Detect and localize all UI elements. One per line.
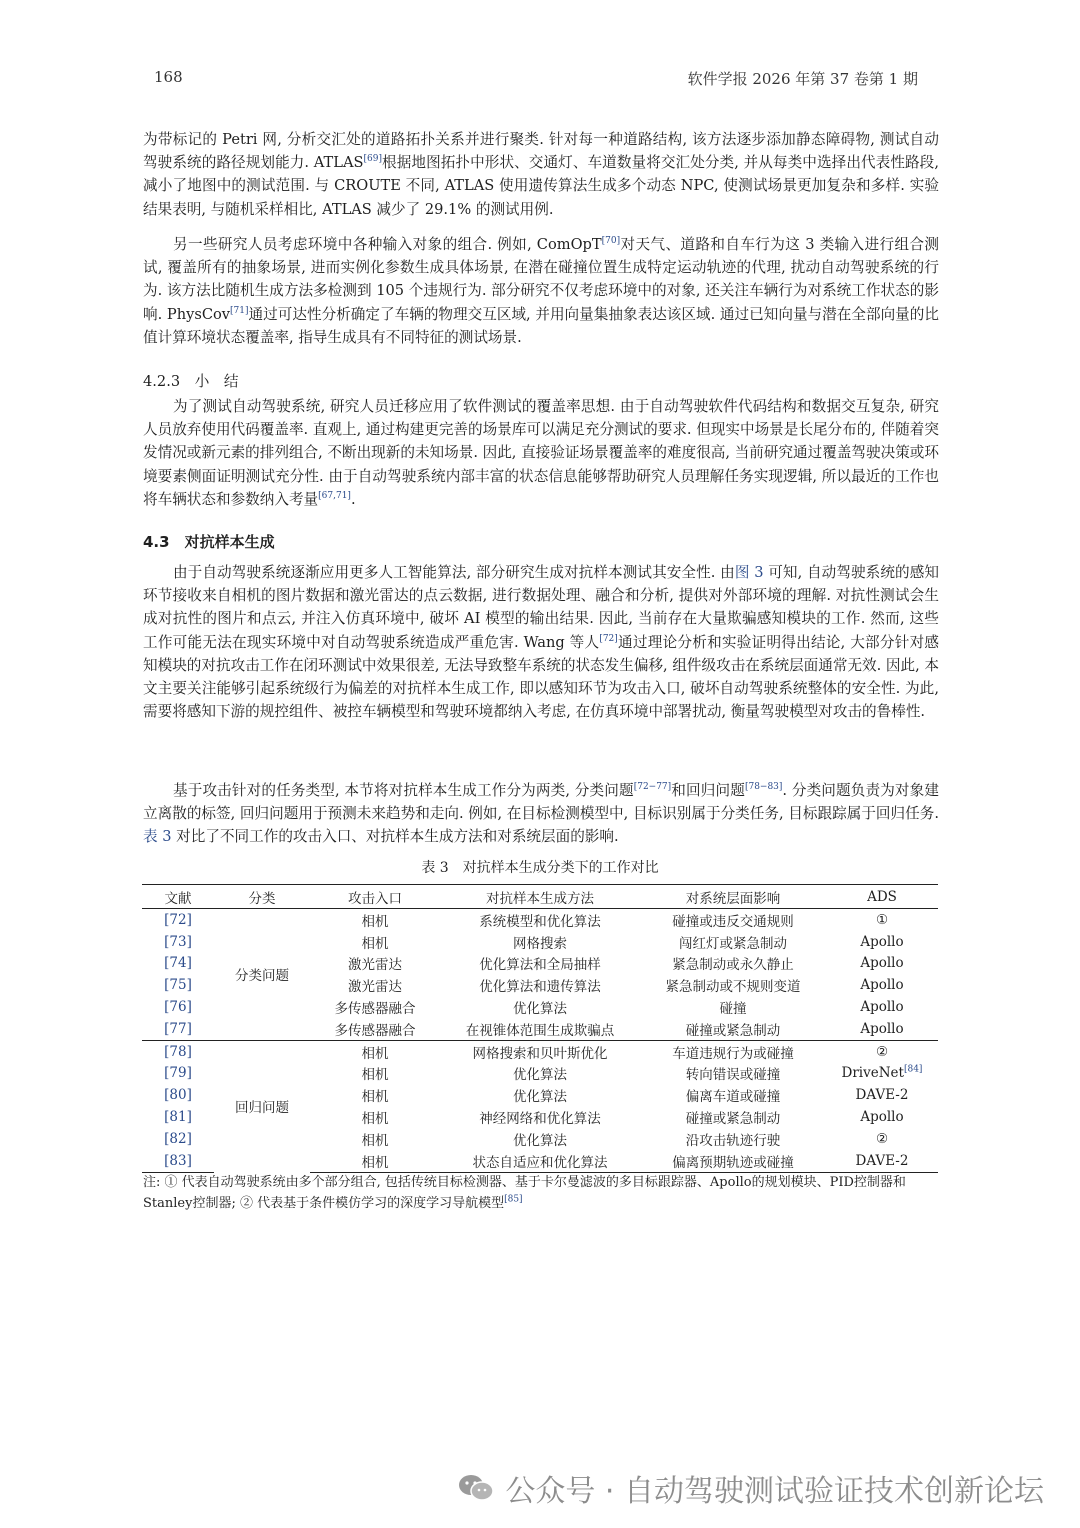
ads-value: Apollo — [860, 933, 904, 950]
method-cell: 优化算法 — [513, 1132, 567, 1149]
impact-cell: 沿攻击轨迹行驶 — [685, 1132, 781, 1149]
entry-cell: 相机 — [361, 1111, 389, 1128]
entry-cell: 相机 — [361, 1132, 389, 1149]
entry-cell: 相机 — [310, 1150, 440, 1172]
impact-cell: 偏离预期轨迹或碰撞 — [640, 1150, 826, 1172]
entry-cell: 相机 — [361, 935, 389, 952]
paragraph-1 — [143, 128, 939, 221]
entry-cell: 多传感器融合 — [334, 1022, 416, 1039]
category-cell: 回归问题 — [214, 1040, 310, 1172]
paragraph-4 — [143, 561, 939, 723]
page-header — [150, 68, 918, 90]
ads-value: Apollo — [860, 1109, 904, 1126]
method-cell: 状态自适应和优化算法 — [440, 1150, 640, 1172]
ads-cell — [826, 1018, 938, 1040]
ads-cell — [826, 1128, 938, 1150]
paragraph-3 — [143, 395, 939, 511]
text: 通过理论分析和实验证明得出结论, 大部分针对感知模块的对抗攻击工作在闭环测试中效果很差, 无法导致整车系统的状态发生偏移, 组件级攻击在系统层面通常无效. 因此, 本文主要关注能够引起系统级行为偏差的对抗样本生成工作, 即以感知环节为攻击入口, 破坏自动驾驶系统整体的安全性. 为此, 需要将感知下游的规控组件、被控车辆模型和驾驶环境都纳入考虑, 在仿真环境中部署扰动, 衡量驾驶模型对攻击的鲁棒性. — [143, 633, 939, 721]
citation[interactable]: [85] — [504, 1194, 523, 1205]
method-cell: 优化算法 — [513, 1067, 567, 1084]
impact-cell: 闯红灯或紧急制动 — [679, 935, 787, 952]
ads-cell — [826, 974, 938, 996]
table-note — [143, 1172, 939, 1214]
text: . — [350, 490, 356, 508]
impact-cell: 偏离车道或碰撞 — [685, 1089, 781, 1106]
impact-cell: 碰撞或紧急制动 — [685, 1022, 781, 1039]
ads-cell — [826, 931, 938, 953]
entry-cell: 相机 — [361, 1067, 389, 1084]
ads-value: Apollo — [860, 999, 904, 1016]
text: 基于攻击针对的任务类型, 本节将对抗样本生成工作分为两类, 分类问题 — [173, 782, 634, 799]
ref-cell[interactable]: [77] — [164, 1020, 192, 1037]
ads-cell — [826, 1084, 938, 1106]
table-caption: 表 3 对抗样本生成分类下的工作对比 — [421, 860, 659, 876]
ads-value: Apollo — [860, 955, 904, 972]
journal-title: 软件学报 2026 年第 37 卷第 1 期 — [687, 70, 918, 88]
ads-cell — [826, 953, 938, 975]
ads-cell — [826, 909, 938, 931]
entry-cell: 激光雷达 — [348, 957, 402, 974]
page-number: 168 — [154, 68, 183, 86]
ads-value: DAVE-2 — [855, 1087, 909, 1104]
comparison-table — [142, 884, 938, 1173]
table-header-row — [142, 885, 938, 909]
header-cell: 文献 — [142, 885, 214, 909]
figure-link[interactable]: 图 3 — [734, 564, 764, 581]
method-cell: 优化算法 — [513, 1001, 567, 1018]
text: 根据地图拓扑中形状、交通灯、车道数量将交汇处分类, 并从每类中选择出代表性路段, 减小了地图中的测试范围. 与 CROUTE 不同, ATLAS 使用遗传算法生成多个动态 NPC, 使测试场景更加复杂和多样. 实验结果表明, 与随机采样相比, ATLAS 减少了 29.1% 的测试用例. — [143, 154, 940, 218]
text: 对比了不同工作的攻击入口、对抗样本生成方法和对系统层面的影响. — [171, 828, 619, 846]
text: 可知, 自动驾驶系统的感知环节接收来自相机的图片数据和激光雷达的点云数据, 进行数据处理、融合和分析, 提供对外部环境的理解. 对抗性测试会生成对抗性的图片和点云, 并注入仿真环境中, 破坏 AI 模型的输出结果. 因此, 当前存在大量欺骗感知模块的工作. 然而, 这些工作可能无法在现实环境中对自动驾驶系统造成严重危害. Wang 等人 — [143, 564, 939, 651]
paragraph-2 — [143, 233, 939, 349]
ref-cell[interactable]: [78] — [142, 1040, 214, 1062]
ref-cell[interactable]: [82] — [164, 1130, 192, 1147]
ref-cell[interactable]: [79] — [164, 1065, 192, 1082]
table-link[interactable]: 表 3 — [143, 828, 172, 846]
header-cell: ADS — [826, 885, 938, 909]
section-title-4-3: 4.3 对抗样本生成 — [143, 533, 275, 551]
wechat-icon — [457, 1473, 495, 1503]
impact-cell: 转向错误或碰撞 — [685, 1067, 781, 1084]
ads-cell — [826, 1063, 938, 1085]
table-row — [142, 1040, 938, 1062]
ref-cell[interactable]: [76] — [164, 999, 192, 1016]
ads-cell — [826, 1106, 938, 1128]
ads-value: DAVE-2 — [855, 1152, 909, 1169]
entry-cell: 激光雷达 — [348, 979, 402, 996]
watermark — [457, 1466, 1044, 1510]
method-cell: 系统模型和优化算法 — [479, 913, 601, 930]
table-row — [142, 909, 938, 931]
header-cell: 对系统层面影响 — [640, 885, 826, 909]
method-cell: 优化算法和全局抽样 — [479, 957, 601, 974]
ads-value: Apollo — [860, 1020, 904, 1037]
entry-cell: 相机 — [361, 1089, 389, 1106]
method-cell: 神经网络和优化算法 — [479, 1111, 601, 1128]
paragraph-5 — [143, 779, 939, 849]
ref-cell[interactable]: [83] — [142, 1150, 214, 1172]
ads-value: ② — [875, 1130, 889, 1147]
ref-cell[interactable]: [72] — [164, 911, 192, 928]
citation[interactable]: [84] — [903, 1064, 923, 1075]
ads-value: DriveNet — [841, 1065, 904, 1082]
method-cell: 优化算法 — [513, 1089, 567, 1106]
ref-cell[interactable]: [81] — [164, 1109, 192, 1126]
ref-cell[interactable]: [73] — [164, 933, 192, 950]
ads-value: ② — [875, 1043, 889, 1060]
impact-cell: 碰撞或紧急制动 — [685, 1111, 781, 1128]
header-cell: 分类 — [214, 885, 310, 909]
method-cell: 在视锥体范围生成欺骗点 — [465, 1022, 615, 1039]
category-cell: 分类问题 — [235, 968, 289, 985]
citation[interactable]: [72−77] — [633, 782, 672, 793]
method-cell: 网格搜索 — [513, 935, 567, 952]
header-cell: 攻击入口 — [310, 885, 440, 909]
citation[interactable]: [72] — [599, 633, 618, 644]
ref-cell[interactable]: [74] — [164, 955, 192, 972]
ads-value: Apollo — [860, 977, 904, 994]
subsection-title-4-2-3: 4.2.3 小 结 — [143, 373, 239, 390]
text: 另一些研究人员考虑环境中各种输入对象的组合. 例如, ComOpT — [173, 236, 602, 253]
text: 由于自动驾驶系统逐渐应用更多人工智能算法, 部分研究生成对抗样本测试其安全性. 由 — [173, 564, 735, 581]
header-cell: 对抗样本生成方法 — [440, 885, 640, 909]
text: 为了测试自动驾驶系统, 研究人员迁移应用了软件测试的覆盖率思想. 由于自动驾驶软件代码结构和数据交互复杂, 研究人员放弃使用代码覆盖率. 直观上, 通过构建更完善的场景库可以满足充分测试的要求. 但现实中场景是长尾分布的, 伴随着突发情况或新元素的排列组合, 不断出现新的未知场景. 因此, 直接验证场景覆盖率的难度很高, 当前研究通过覆盖驾驶决策或环境要素侧面证明测试充分性. 由于自动驾驶系统内部丰富的状态信息能够帮助研究人员理解任务实现逻辑, 所以最近的工作也将车辆状态和参数纳入考量 — [143, 398, 939, 508]
ads-value: ① — [875, 911, 889, 928]
impact-cell: 碰撞 — [719, 1001, 747, 1018]
text: 注: ① 代表自动驾驶系统由多个部分组合, 包括传统目标检测器、基于卡尔曼滤波的多目标跟踪器、Apollo的规划模块、PID控制器和Stanley控制器; ② 代表基于条件模仿学习的深度学习导航模型 — [143, 1175, 906, 1211]
citation[interactable]: [70] — [601, 236, 621, 247]
impact-cell: 车道违规行为或碰撞 — [640, 1040, 826, 1062]
entry-cell: 相机 — [310, 1040, 440, 1062]
ads-cell — [826, 996, 938, 1018]
watermark-text: 公众号 · 自动驾驶测试验证技术创新论坛 — [505, 1474, 1044, 1509]
method-cell: 网格搜索和贝叶斯优化 — [440, 1040, 640, 1062]
text: . 分类问题负责为对象建立离散的标签, 回归问题用于预测未来趋势和走向. 例如, 在目标检测模型中, 目标识别属于分类任务, 目标跟踪属于回归任务. — [143, 782, 939, 823]
ref-cell[interactable]: [80] — [164, 1087, 192, 1104]
entry-cell: 多传感器融合 — [334, 1001, 416, 1018]
text: 和回归问题 — [671, 782, 745, 799]
method-cell: 优化算法和遗传算法 — [479, 979, 601, 996]
entry-cell: 相机 — [361, 913, 389, 930]
ads-cell — [826, 1040, 938, 1062]
ads-cell — [826, 1150, 938, 1172]
ref-cell[interactable]: [75] — [164, 977, 192, 994]
impact-cell: 紧急制动或不规则变道 — [665, 979, 801, 996]
text: 为带标记的 Petri 网, 分析交汇处的道路拓扑关系并进行聚类. 针对每一种道路结构, 该方法逐步添加静态障碍物, 测试自动驾驶系统的路径规划能力. ATLAS — [143, 131, 939, 172]
impact-cell: 碰撞或违反交通规则 — [672, 913, 794, 930]
citation[interactable]: [67,71] — [318, 490, 351, 501]
citation[interactable]: [69] — [363, 154, 382, 165]
citation[interactable]: [71] — [230, 305, 249, 316]
text: 通过可达性分析确定了车辆的物理交互区域, 并用向量集抽象表达该区域. 通过已知向量与潜在全部向量的比值计算环境状态覆盖率, 指导生成具有不同特征的测试场景. — [143, 305, 939, 346]
impact-cell: 紧急制动或永久静止 — [672, 957, 794, 974]
citation[interactable]: [78−83] — [744, 782, 783, 793]
text: 对天气、道路和自车行为这 3 类输入进行组合测试, 覆盖所有的抽象场景, 进而实例化参数生成具体场景, 在潜在碰撞位置生成特定运动轨迹的代理, 扰动自动驾驶系统的行为. 该方法比随机生成方法多检测到 105 个违规行为. 部分研究不仅考虑环境中的对象, 还关注车辆行为对系统工作状态的影响. PhysCov — [143, 236, 939, 323]
